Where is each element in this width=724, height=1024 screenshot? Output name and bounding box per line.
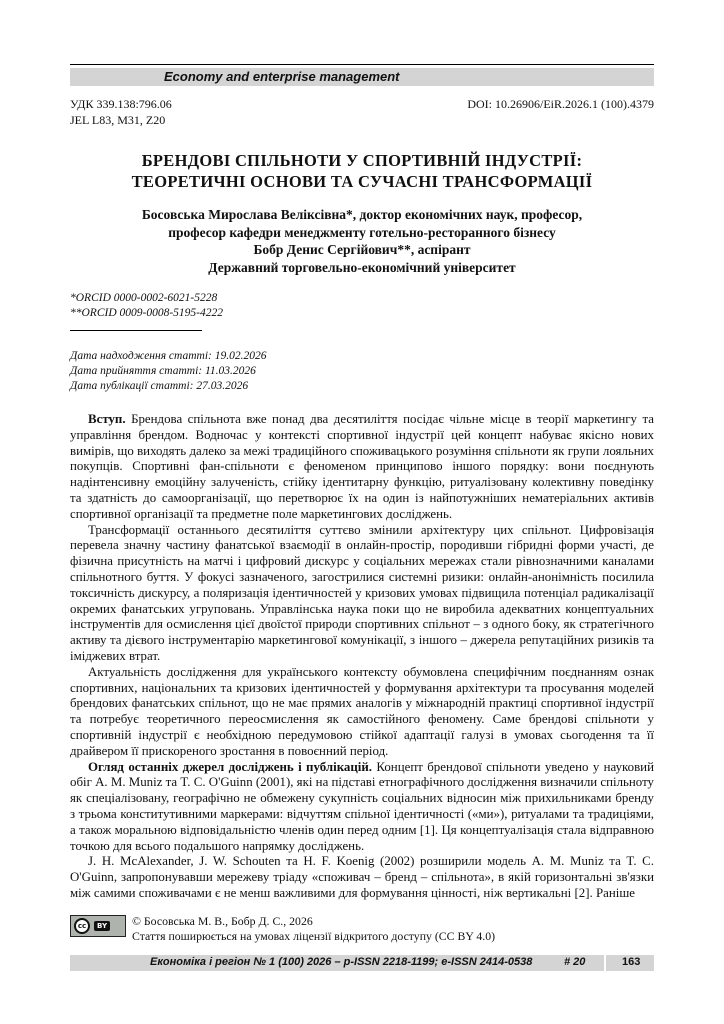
literature-review-heading: Огляд останніх джерел досліджень і публікацій. (88, 759, 373, 774)
doi-block (467, 96, 654, 112)
paragraph-literature-review (70, 760, 654, 855)
doi-link[interactable]: DOI: 10.26906/EiR.2026.1 (100).4379 (467, 97, 654, 111)
header-top-rule (70, 64, 654, 65)
footer-separator (604, 955, 606, 971)
jel-code: JEL L83, M31, Z20 (70, 113, 166, 127)
paragraph-relevance: Актуальність дослідження для українського контексту обумовлена специфічним поєднанням ознак спортивних, національних та кризових ідентичностей у формування архітектури та просування моделей брендових фанатських спільнот, що не має прямих аналогів у міжнародній практиці спортивної індустрії та потребує теоретичного переосмислення як самостійного феномену. Саме брендові спільноти у спортивній індустрії є необхідною передумовою стійкої адаптації галузі в умовах сьогодення та її драйвером її прискореного зростання в повоєнний період. (70, 664, 654, 758)
page-footer-bar (70, 955, 654, 971)
article-body (70, 412, 654, 902)
udc-code: УДК 339.138:796.06 (70, 97, 172, 111)
author-line-1: Босовська Мирослава Веліксівна*, доктор економічних наук, професор, (141, 207, 583, 222)
footnote-divider (70, 330, 202, 331)
orcid-second[interactable]: **ORCID 0009-0008-5195-4222 (70, 307, 223, 319)
creative-commons-icon: cc (74, 918, 90, 934)
cc-by-label: BY (94, 921, 110, 931)
literature-review-text: Концепт брендової спільноти уведено у науковий обіг A. M. Muniz та T. C. O'Guinn (2001), які на підставі етнографічного дослідження визначили спільноту як спеціалізовану, географічно не обмежену сукупність соціальних відносин між прихильниками бренду з трьома конститутивними маркерами: відчуттям спільної ідентичності («ми»), ритуалами та традиціями, а також моральною відповідальністю членів один перед одним [1]. Ця концептуалізація стала відправною точкою для всього подальшого напрямку досліджень. (70, 759, 654, 853)
paragraph-network-triad: J. H. McAlexander, J. W. Schouten та H. F. Koenig (2002) розширили модель A. M. Muniz та T. C. O'Guinn, запропонувавши мережеву тріаду «споживач – бренд – спільнота», в якій горизонтальні зв'язки між самими споживачами є не менш важливими для формування цінності, ніж вертикальні [2]. Раніше (70, 854, 654, 900)
author-line-3: Бобр Денис Сергійович**, аспірант (253, 242, 471, 257)
orcid-first[interactable]: *ORCID 0000-0002-6021-5228 (70, 292, 218, 304)
author-line-4: Державний торговельно-економічний університет (208, 259, 516, 275)
author-block (70, 206, 654, 276)
article-dates (70, 349, 266, 394)
license-text (132, 914, 495, 944)
date-published: Дата публікації статті: 27.03.2026 (70, 380, 249, 392)
paragraph-transformations: Трансформації останнього десятиліття суттєво змінили архітектуру цих спільнот. Цифровізація перевела значну частину фанатської взаємодії в онлайн-простір, породивши гібридні форми участі, де фізична присутність на матчі і цифровий дискурс у соціальних мережах стали рівнозначними каналами спільнотного буття. У фокусі зазначеного, загострилися системні ризики: онлайн-анонімність посилила токсичність дискурсу, а поляризація ідентичностей у кризових умовах підвищила потенціал радикалізації окремих фанатських угруповань. Управлінська наука поки що не виробила адекватних концептуальних інструментів для осмислення цієї двоїстої природи спортивних спільнот – з одного боку, як стратегічного активу та дієвого інструментарію маркетингової комунікації, з іншого – джерела репутаційних ризиків та іміджевих втрат. (70, 522, 654, 663)
orcid-block (70, 291, 223, 321)
license-note: Стаття поширюється на умовах ліцензії відкритого доступу (CC BY 4.0) (132, 929, 496, 943)
paragraph-introduction (70, 412, 654, 523)
issue-number: # 20 (564, 956, 586, 968)
title-line-2: ТЕОРЕТИЧНІ ОСНОВИ ТА СУЧАСНІ ТРАНСФОРМАЦІЇ (131, 172, 593, 191)
cc-license-badge[interactable] (70, 915, 126, 937)
introduction-text: Брендова спільнота вже понад два десятиліття посідає чільне місце в теорії маркетингу та управління брендом. Водночас у контексті спортивної індустрії цей концепт набуває якісно нових вимірів, що виходять далеко за межі традиційного споживацького розуміння спільноти як групи лояльних покупців. Спортивні фан-спільноти є феноменом принципово іншого порядку: вони поєднують надінтенсивну емоційну залученість, стійку ідентитарну функцію, ритуалізовану колективну поведінку та здатність до самоорганізації, що перетворює їх на один із найпотужніших нематеріальних активів спортивної організації та предметне поле маркетингових досліджень. (70, 412, 654, 521)
introduction-heading: Вступ. (88, 412, 126, 426)
section-header-bar (70, 68, 654, 86)
license-block (70, 912, 654, 946)
copyright-notice: © Босовська М. В., Бобр Д. С., 2026 (132, 914, 313, 928)
page-number: 163 (622, 956, 641, 968)
date-received: Дата надходження статті: 19.02.2026 (70, 350, 267, 362)
journal-citation: Економіка і регіон № 1 (100) 2026 – p-ISSN 2218-1199; e-ISSN 2414-0538 (150, 956, 533, 968)
author-line-2: професор кафедри менеджменту готельно-ресторанного бізнесу (168, 224, 556, 240)
classification-codes (70, 96, 172, 128)
date-accepted: Дата прийняття статті: 11.03.2026 (70, 365, 256, 377)
title-line-1: БРЕНДОВІ СПІЛЬНОТИ У СПОРТИВНІЙ ІНДУСТРІЇ: (141, 151, 583, 170)
article-title (70, 150, 654, 192)
section-title: Economy and enterprise management (164, 69, 400, 84)
